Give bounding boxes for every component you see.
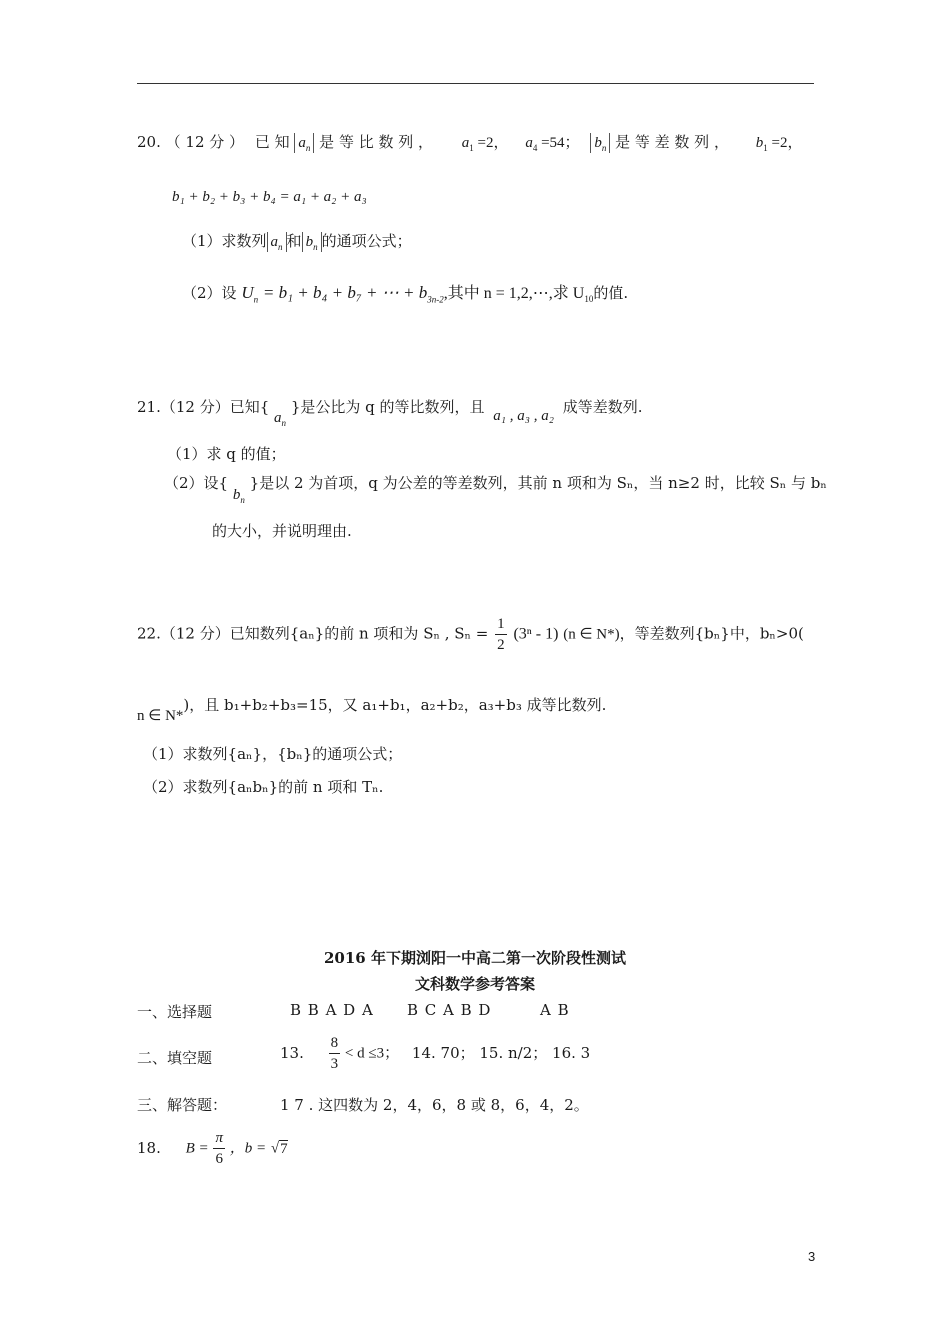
q20-a1: $a_1 =2$， <box>461 135 509 153</box>
answers-section2-label: 二、填空题 <box>137 1049 213 1067</box>
q20-semi: ； <box>564 133 580 151</box>
answers-section1-group1: B B A D A <box>290 1001 374 1019</box>
q20-a4: $a_4 =54$ <box>525 135 565 153</box>
q20-seq-a: $a_n$ <box>294 133 314 153</box>
q20-seq-b: $b_n$ <box>590 133 610 153</box>
answers-q18: 18. B = $\frac{\pi}{6}$ ，b = √7 <box>137 1130 288 1167</box>
q21-part1: （1）求 q 的值； <box>167 445 286 463</box>
q22-line1: 22.（12 分）已知数列{aₙ}的前 n 项和为 Sₙ , Sₙ = $\frac{1}{2}$ (3ⁿ - 1) (n ∈ N*)，等差数列{bₙ}中，bₙ>0( <box>137 616 804 653</box>
q22-part1: （1）求数列{aₙ}，{bₙ}的通项公式； <box>143 745 403 763</box>
q20-line1 <box>137 131 802 153</box>
answers-section1-group2: B C A B D <box>407 1001 492 1019</box>
q20-number: 20. <box>137 133 161 151</box>
q20-part1: （1）求数列 $a_n$ 和 $b_n$ 的通项公式； <box>182 232 412 252</box>
answers-title: 2016 年下期浏阳一中高二第一次阶段性测试 <box>324 949 626 967</box>
q22-line2: n ∈ N*)，且 b₁+b₂+b₃=15，又 a₁+b₁，a₂+b₂，a₃+b₃ 成等比数列. <box>137 696 607 724</box>
answers-subtitle: 文科数学参考答案 <box>414 975 535 993</box>
answers-q17: 1 7 . 这四数为 2，4，6，8 或 8，6，4，2。 <box>280 1096 589 1114</box>
page-number: 3 <box>808 1249 816 1264</box>
q21-part2: （2）设{ $b_n$ }是以 2 为首项，q 为公差的等差数列，其前 n 项和为 Sₙ，当 n≥2 时，比较 Sₙ 与 bₙ <box>164 474 827 505</box>
answers-section3-label: 三、解答题： <box>137 1096 228 1114</box>
answers-q13-fraction: $\frac{8}{3}$ <box>330 1035 339 1072</box>
answers-q18-fraction: $\frac{\pi}{6}$ <box>215 1130 223 1167</box>
q20-is-arith: 是 等 差 数 列 ， <box>615 133 729 151</box>
q20-is-geo: 是 等 比 数 列 ， <box>319 133 434 151</box>
q20-part2: （2）设 $U_n = b_1 + b_4 + b_7$ + ⋯ + $b_{3n-2}$,其中 n = 1,2,⋯,求 $U_{10}$的值. <box>182 283 629 305</box>
answers-section2-content: 13. $\frac{8}{3}$ < d ≤3； 14. 70； 15. n/2； 16. 3 <box>280 1035 591 1072</box>
q21-line1: 21.（12 分）已知{ $a_n$ }是公比为 q 的等比数列，且 a₁ , a₃ , a₂ 成等差数列. <box>137 398 643 428</box>
header-rule <box>137 83 814 84</box>
q22-part2: （2）求数列{aₙbₙ}的前 n 项和 Tₙ. <box>143 778 384 796</box>
q20-score: （ 12 分 ） <box>165 133 245 151</box>
q20-sum-line: b₁ + b₂ + b₃ + b₄ = a₁ + a₂ + a₃ <box>172 189 367 205</box>
q20-b1: $b_1 =2$， <box>755 135 803 153</box>
answers-section1-group3: A B <box>540 1001 570 1019</box>
answers-section1-label: 一、选择题 <box>137 1003 213 1021</box>
q20-known: 已 知 <box>254 133 290 151</box>
q21-part2-line2: 的大小，并说明理由. <box>212 522 352 540</box>
q22-fraction: $\frac{1}{2}$ <box>497 616 505 653</box>
